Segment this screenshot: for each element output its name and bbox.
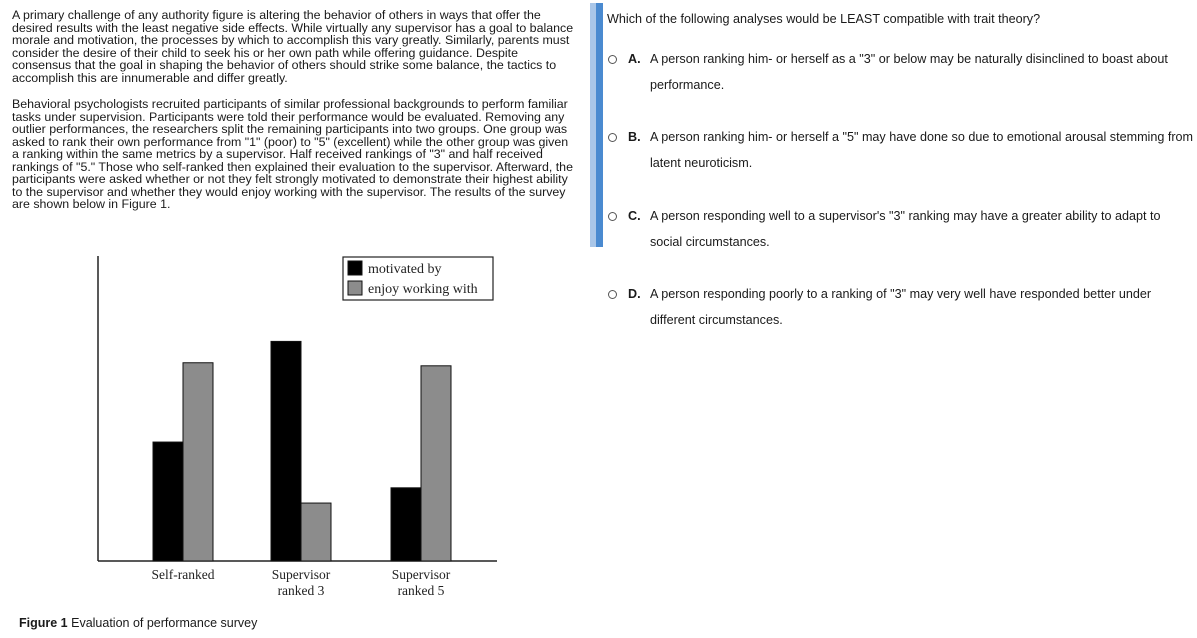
option-text: A person responding poorly to a ranking of "3" may very well have responded better under different circumstances. — [650, 287, 1152, 327]
option-letter: C. — [628, 209, 641, 223]
option-letter: B. — [628, 130, 641, 144]
legend-swatch-1 — [348, 261, 362, 275]
option-text: A person responding well to a supervisor's "3" ranking may have a greater ability to adapt to social circumstances. — [650, 209, 1161, 249]
category-label-2: Supervisor — [271, 567, 331, 582]
figure-caption-text: Evaluation of performance survey — [71, 616, 258, 630]
bar-motivated-2 — [271, 341, 301, 561]
category-label-1: Self-ranked — [151, 567, 215, 582]
figure-label: Figure 1 — [19, 616, 68, 630]
legend-label-1: motivated by — [368, 262, 442, 277]
passage — [12, 9, 578, 211]
legend-label-2: enjoy working with — [368, 282, 478, 297]
category-label-3: ranked 5 — [397, 583, 445, 598]
option-letter: A. — [628, 52, 641, 66]
legend-swatch-2 — [348, 281, 362, 295]
figure-1-chart — [90, 252, 510, 612]
passage-paragraph-1: A primary challenge of any authority figure is altering the behavior of others in ways that offer the desired results with the least negative side effects. While virtually any supervisor has a goal to balance morale and motivation, the processes by which to accomplish this vary greatly. Similarly, parents must consider the desire of their child to seek his or her own path while offering guidance. Despite consensus that the goal in shaping the behavior of others should strike some balance, the tactics to accomplish this are innumerable and differ greatly. — [12, 8, 574, 85]
figure-caption — [19, 616, 257, 630]
category-label-3: Supervisor — [391, 567, 451, 582]
option-text: A person ranking him- or herself a "5" may have done so due to emotional arousal stemming from latent neuroticism. — [650, 130, 1194, 170]
question-accent-bar — [596, 3, 603, 247]
passage-paragraph-2: Behavioral psychologists recruited participants of similar professional backgrounds to perform familiar tasks under supervision. Participants were told their performance would be evaluated. Removing any outlier performances, the researchers split the remaining participants into two groups. One group was asked to rank their own performance from "1" (poor) to "5" (excellent) while the other group was given a ranking within the same metrics by a supervisor. Half received rankings of "3" and half received rankings of "5." Those who self-ranked then explained their evaluation to the supervisor. Afterward, the participants were asked whether or not they felt strongly motivated to demonstrate their highest ability to the supervisor and whether they would enjoy working with the supervisor. The results of the survey are shown below in Figure 1. — [12, 97, 573, 211]
category-label-2: ranked 3 — [277, 583, 325, 598]
radio-d[interactable] — [608, 290, 617, 299]
option-letter: D. — [628, 287, 641, 301]
option-text: A person ranking him- or herself as a "3" or below may be naturally disinclined to boast about performance. — [650, 52, 1168, 92]
bar-motivated-3 — [391, 488, 421, 561]
bar-motivated-1 — [153, 442, 183, 561]
bar-enjoy-3 — [421, 366, 451, 561]
radio-c[interactable] — [608, 212, 617, 221]
bar-enjoy-2 — [301, 503, 331, 561]
radio-b[interactable] — [608, 133, 617, 142]
bar-enjoy-1 — [183, 363, 213, 561]
radio-a[interactable] — [608, 55, 617, 64]
question-stem: Which of the following analyses would be LEAST compatible with trait theory? — [607, 12, 1041, 26]
bar-chart-svg — [90, 252, 510, 612]
